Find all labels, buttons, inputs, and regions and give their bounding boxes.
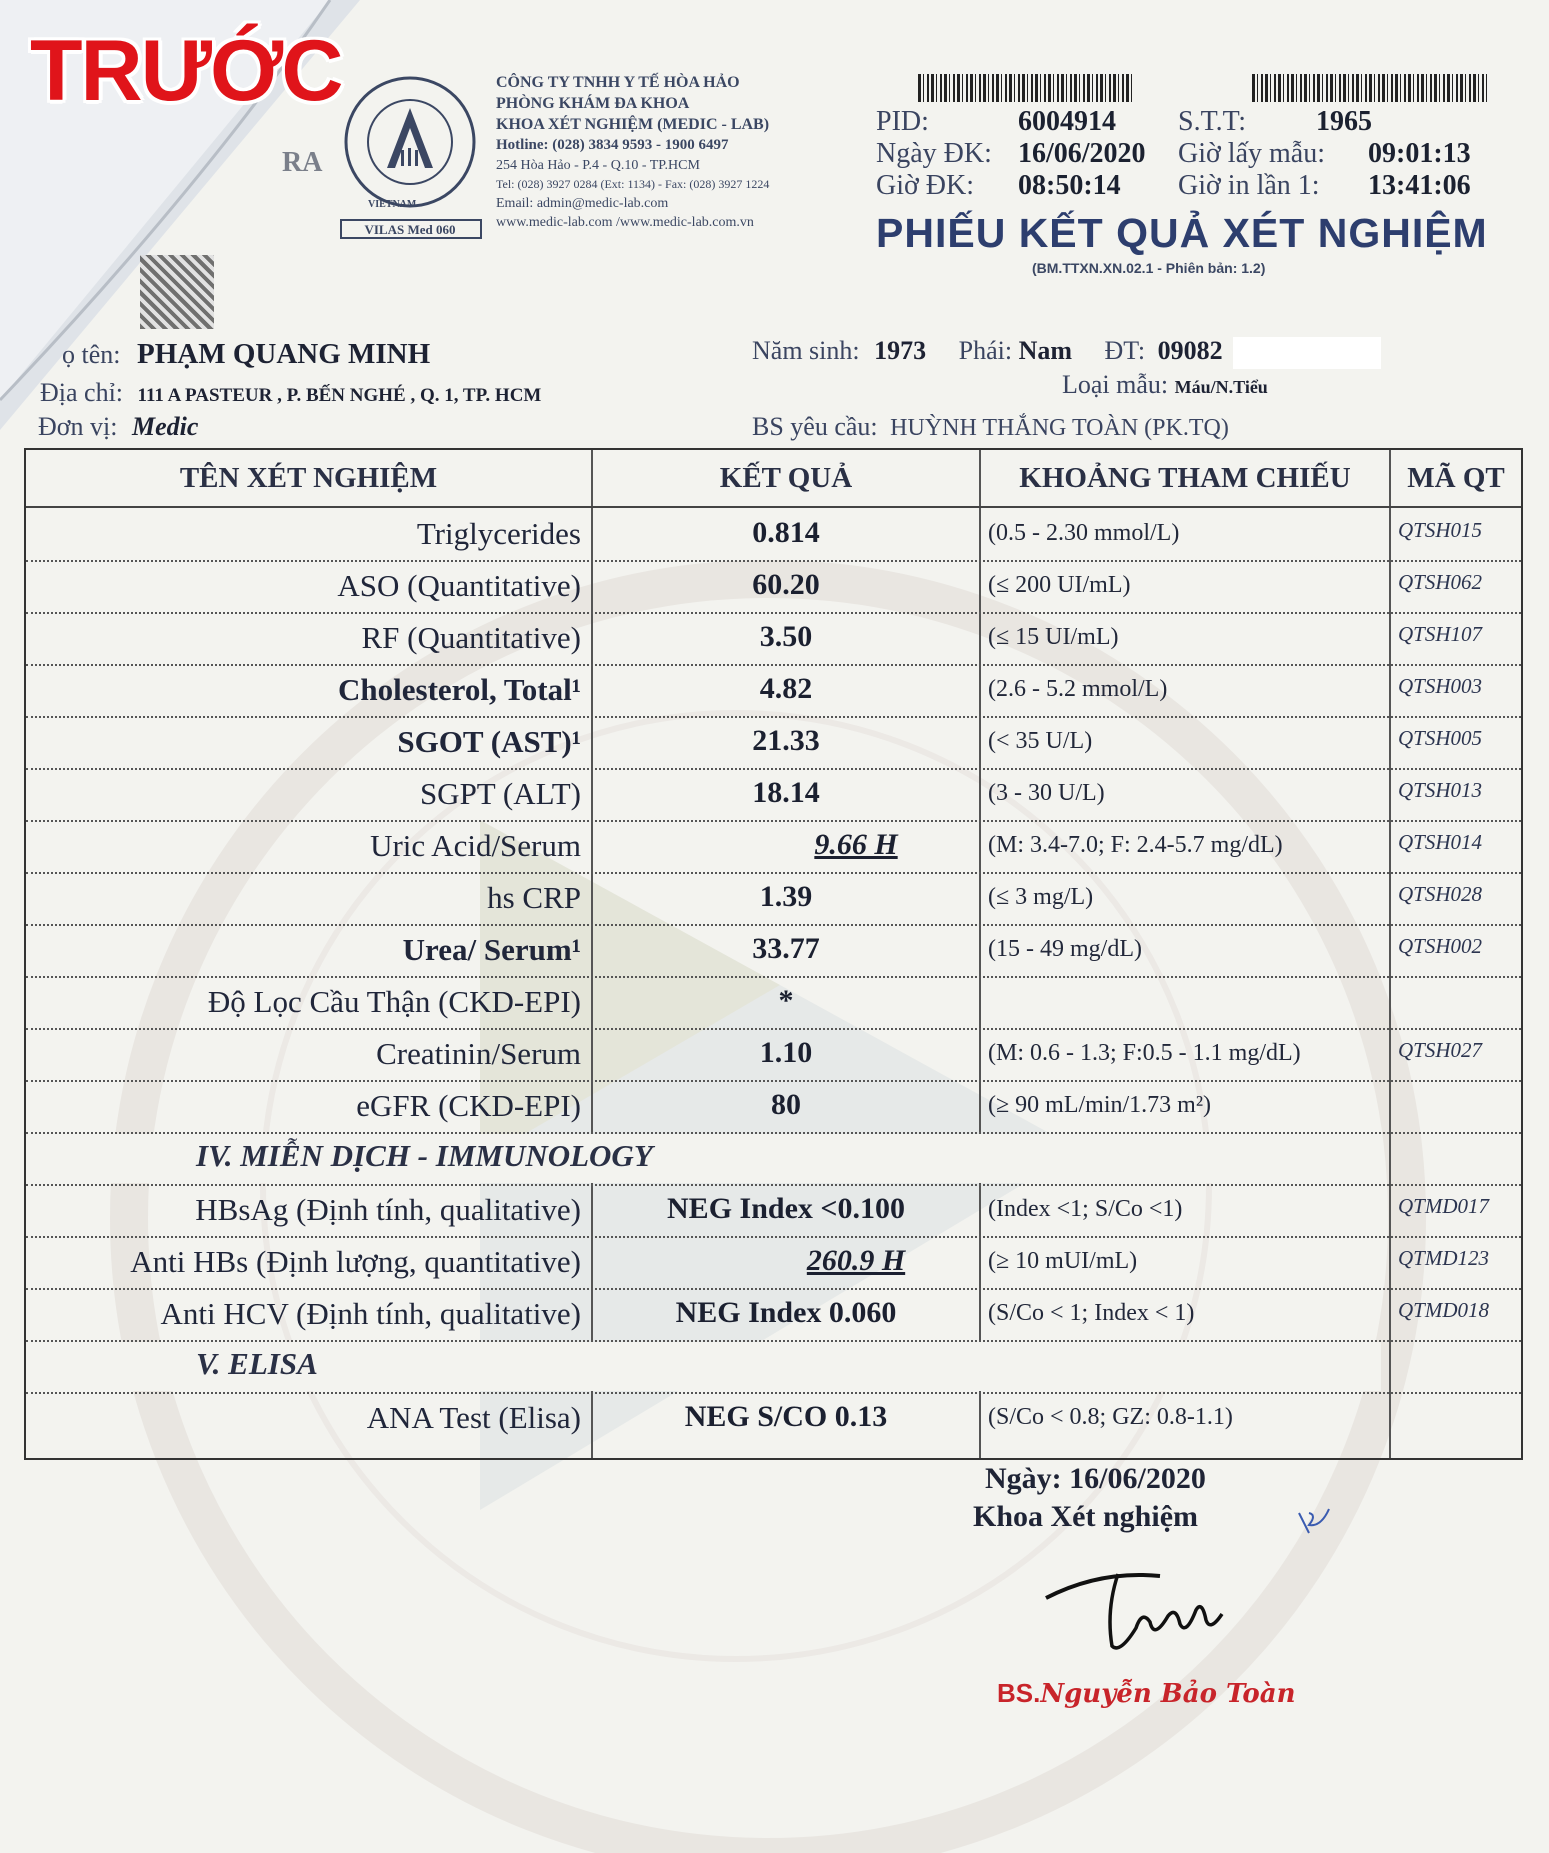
hotline: Hotline: (028) 3834 9593 - 1900 6497 [496, 137, 729, 153]
patient-address: 111 A PASTEUR , P. BẾN NGHÉ , Q. 1, TP. HCM [137, 385, 542, 406]
result-value-high: 9.66 H [814, 828, 898, 861]
table-row [26, 1080, 1521, 1132]
clinic-name: PHÒNG KHÁM ĐA KHOA [496, 95, 690, 112]
col-header-reference: KHOẢNG THAM CHIẾU [1019, 462, 1351, 494]
reference-range: (Index <1; S/Co <1) [988, 1196, 1183, 1222]
nam-sinh-value: 1973 [874, 336, 927, 365]
pid-label: PID: [876, 106, 929, 137]
test-name: Uric Acid/Serum [370, 828, 581, 863]
pid-value: 6004914 [1018, 106, 1116, 137]
reference-range: (≥ 90 mL/min/1.73 m²) [988, 1092, 1212, 1118]
reference-range: (0.5 - 2.30 mmol/L) [988, 520, 1180, 546]
test-name: ANA Test (Elisa) [366, 1400, 581, 1435]
test-name: hs CRP [487, 880, 581, 915]
table-row [26, 924, 1521, 976]
phai-value: Nam [1018, 336, 1072, 365]
doctor-name: Nguyễn Bảo Toàn [1040, 1679, 1296, 1709]
ngay-dk-label: Ngày ĐK: [876, 138, 992, 169]
accreditation-logo-icon [335, 70, 485, 240]
dt-label: ĐT: [1104, 336, 1146, 365]
procedure-code: QTSH013 [1398, 778, 1483, 802]
partner-logo-partial: RA [282, 147, 323, 178]
test-name: Cholesterol, Total¹ [338, 672, 581, 707]
procedure-code: QTSH027 [1398, 1038, 1483, 1062]
table-row [26, 508, 1521, 560]
reference-range: (< 35 U/L) [988, 728, 1093, 754]
reference-range: (M: 3.4-7.0; F: 2.4-5.7 mg/dL) [988, 832, 1283, 858]
phai-label: Phái: [958, 336, 1013, 365]
patient-birth-row [752, 336, 1381, 369]
gio-lay-mau-value: 09:01:13 [1368, 138, 1471, 169]
procedure-code: QTMD018 [1398, 1298, 1490, 1322]
gio-in-label: Giờ in lần 1: [1178, 170, 1320, 201]
procedure-code: QTMD017 [1398, 1194, 1490, 1218]
address-label: Địa chỉ: [40, 378, 124, 407]
company-address: 254 Hòa Hảo - P.4 - Q.10 - TP.HCM [496, 158, 700, 173]
table-row [26, 664, 1521, 716]
ngay-dk-value: 16/06/2020 [1018, 138, 1146, 169]
company-tel: Tel: (028) 3927 0284 (Ext: 1134) - Fax: (028) 3927 1224 [496, 177, 770, 191]
result-value: 4.82 [759, 672, 813, 705]
table-row [26, 1236, 1521, 1288]
gio-dk-value: 08:50:14 [1018, 170, 1121, 201]
test-name: RF (Quantitative) [361, 620, 581, 655]
patient-name-row [62, 338, 430, 371]
company-web: www.medic-lab.com /www.medic-lab.com.vn [496, 215, 754, 230]
result-value: 3.50 [759, 620, 813, 653]
report-date-row [985, 1460, 1206, 1498]
table-row [26, 716, 1521, 768]
before-badge: TRƯỚC [30, 23, 342, 119]
don-vi-label: Đơn vị: [38, 412, 118, 441]
reference-range: (S/Co < 0.8; GZ: 0.8-1.1) [988, 1404, 1233, 1430]
doctor-signature-stamp [997, 1678, 1295, 1709]
gio-in-value: 13:41:06 [1368, 170, 1471, 201]
patient-name: PHẠM QUANG MINH [137, 338, 431, 370]
reference-range: (3 - 30 U/L) [988, 780, 1105, 806]
test-name: Creatinin/Serum [376, 1036, 581, 1071]
table-row [26, 612, 1521, 664]
section-title: IV. MIỄN DỊCH - IMMUNOLOGY [196, 1138, 653, 1173]
bs-label: BS yêu cầu: [752, 412, 878, 441]
table-row [26, 1184, 1521, 1236]
procedure-code: QTSH002 [1398, 934, 1483, 958]
result-value: 18.14 [752, 776, 820, 809]
procedure-code: QTSH014 [1398, 830, 1483, 854]
lab-name: KHOA XÉT NGHIỆM (MEDIC - LAB) [496, 116, 770, 133]
reference-range: (≥ 10 mUI/mL) [988, 1248, 1138, 1274]
patient-address-row [40, 378, 541, 408]
procedure-code: QTSH015 [1398, 518, 1483, 542]
initials-mark-icon [1295, 1505, 1335, 1539]
phone-redaction [1233, 337, 1381, 369]
stt-label: S.T.T: [1178, 106, 1247, 137]
result-value: 21.33 [752, 724, 820, 757]
report-footer [973, 1460, 1206, 1536]
table-row [26, 1028, 1521, 1080]
result-value: 1.39 [759, 880, 813, 913]
handwritten-signature-icon [1040, 1550, 1240, 1660]
test-name: Anti HCV (Định tính, qualitative) [160, 1296, 581, 1331]
table-row [26, 560, 1521, 612]
procedure-code: QTMD123 [1398, 1246, 1490, 1270]
result-value: 80 [771, 1088, 801, 1121]
test-name: HBsAg (Định tính, qualitative) [195, 1192, 581, 1227]
col-header-test: TÊN XÉT NGHIỆM [179, 462, 438, 494]
sample-type-row [1062, 370, 1268, 400]
result-value: 1.10 [759, 1036, 813, 1069]
stt-value: 1965 [1316, 106, 1372, 137]
accreditation-country: VIETNAM [368, 199, 417, 210]
col-header-result: KẾT QUẢ [719, 462, 853, 494]
result-value-high: 260.9 H [806, 1244, 906, 1277]
result-value: NEG Index 0.060 [675, 1296, 897, 1329]
reference-range: (2.6 - 5.2 mmol/L) [988, 676, 1168, 702]
procedure-code: QTSH003 [1398, 674, 1483, 698]
unit-row [38, 412, 198, 442]
bs-value: HUỲNH THẮNG TOÀN (PK.TQ) [890, 415, 1229, 441]
report-date: 16/06/2020 [1069, 1462, 1206, 1495]
table-row [26, 820, 1521, 872]
barcode-pid [918, 74, 1133, 102]
date-label: Ngày: [985, 1462, 1062, 1495]
department: Khoa Xét nghiệm [973, 1500, 1198, 1533]
loai-mau-label: Loại mẫu: [1062, 370, 1169, 399]
test-name: Độ Lọc Cầu Thận (CKD-EPI) [207, 984, 581, 1019]
table-row [26, 976, 1521, 1028]
table-row [26, 1392, 1521, 1444]
reference-range: (≤ 15 UI/mL) [988, 624, 1119, 650]
vilas-label: VILAS Med 060 [364, 222, 456, 237]
qr-code-icon [140, 255, 214, 329]
reference-range: (M: 0.6 - 1.3; F:0.5 - 1.1 mg/dL) [988, 1040, 1301, 1066]
result-value: 0.814 [752, 516, 820, 549]
gio-dk-label: Giờ ĐK: [876, 170, 975, 201]
test-name: Anti HBs (Định lượng, quantitative) [130, 1244, 581, 1279]
procedure-code: QTSH062 [1398, 570, 1483, 594]
don-vi-value: Medic [131, 412, 199, 441]
result-value: 60.20 [752, 568, 820, 601]
table-row [26, 872, 1521, 924]
reference-range: (≤ 3 mg/L) [988, 884, 1094, 910]
reference-range: (15 - 49 mg/dL) [988, 936, 1142, 962]
result-value: NEG S/CO 0.13 [684, 1400, 888, 1433]
table-row [26, 768, 1521, 820]
result-value: * [778, 984, 794, 1017]
procedure-code: QTSH005 [1398, 726, 1483, 750]
company-name: CÔNG TY TNHH Y TẾ HÒA HẢO [496, 74, 740, 91]
reference-range: (≤ 200 UI/mL) [988, 572, 1131, 598]
table-row [26, 1288, 1521, 1340]
document-subtitle: (BM.TTXN.XN.02.1 - Phiên bản: 1.2) [1032, 260, 1266, 276]
document-title: PHIẾU KẾT QUẢ XÉT NGHIỆM [876, 210, 1488, 256]
test-name: eGFR (CKD-EPI) [356, 1088, 581, 1123]
doctor-prefix: BS. [997, 1678, 1041, 1708]
reference-range: (S/Co < 1; Index < 1) [988, 1300, 1195, 1326]
col-header-code: MÃ QT [1407, 462, 1505, 494]
patient-name-label: ọ tên: [62, 340, 121, 369]
test-name: Triglycerides [416, 516, 581, 551]
test-name: SGOT (AST)¹ [397, 724, 581, 759]
dt-value: 09082 [1157, 336, 1223, 365]
result-value: NEG Index <0.100 [667, 1192, 905, 1225]
procedure-code: QTSH107 [1398, 622, 1483, 646]
company-email: Email: admin@medic-lab.com [496, 196, 669, 211]
test-name: Urea/ Serum¹ [402, 932, 581, 967]
barcode-stt [1252, 74, 1487, 102]
procedure-code: QTSH028 [1398, 882, 1483, 906]
test-name: SGPT (ALT) [419, 776, 581, 811]
nam-sinh-label: Năm sinh: [752, 336, 860, 365]
company-info [496, 72, 769, 232]
results-table [24, 448, 1523, 1460]
doctor-request-row [752, 412, 1229, 442]
result-value: 33.77 [752, 932, 820, 965]
gio-lay-mau-label: Giờ lấy mẫu: [1178, 138, 1325, 169]
test-name: ASO (Quantitative) [337, 568, 581, 603]
section-title: V. ELISA [196, 1346, 318, 1381]
loai-mau-value: Máu/N.Tiểu [1174, 377, 1268, 397]
